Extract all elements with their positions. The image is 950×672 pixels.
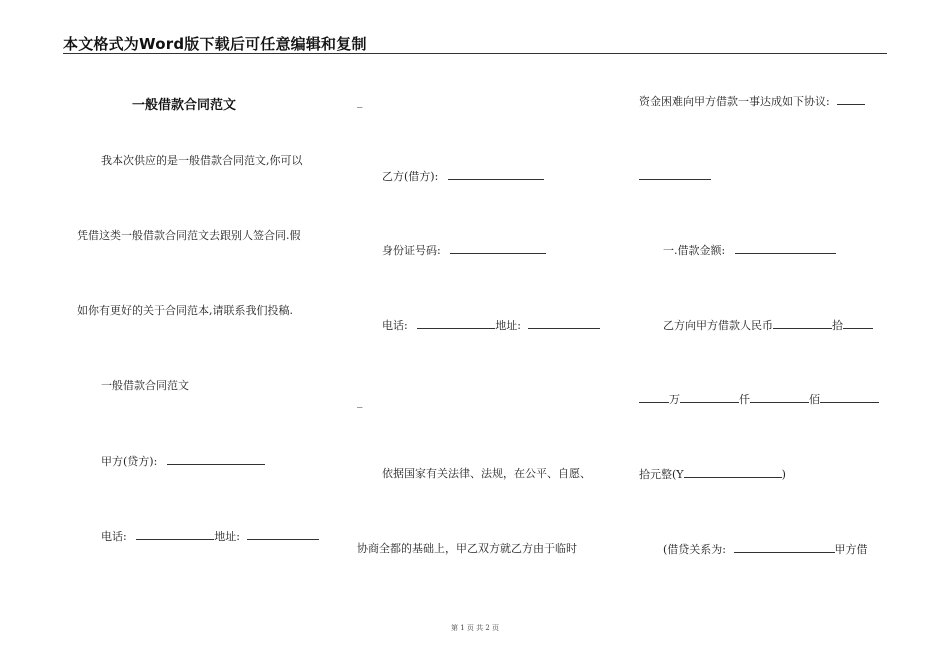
rmb-text: 乙方向甲方借款人民币 (663, 319, 773, 332)
id-number-blank[interactable] (450, 243, 546, 254)
party-b-label: 乙方(借方): (382, 170, 439, 183)
loan-amount-line (663, 243, 836, 258)
yuan-text: 拾元整(Y (639, 468, 684, 481)
rmb-line (663, 318, 873, 333)
loan-amount-blank[interactable] (735, 243, 836, 254)
shi-label: 拾 (832, 319, 843, 332)
yuan-close: ) (781, 468, 786, 481)
party-a-phone-line (101, 529, 319, 544)
agreement-blank-2[interactable] (639, 169, 711, 180)
bai-blank[interactable] (750, 392, 809, 403)
wan-label: 万 (669, 393, 680, 406)
relation-tail: 甲方借 (834, 543, 868, 556)
header-divider (63, 53, 887, 54)
contract-subtitle: 一般借款合同范文 (101, 379, 189, 392)
party-a-phone-label: 电话: (101, 530, 127, 543)
col2-dash-top: _ (357, 95, 363, 108)
qian-blank[interactable] (680, 392, 739, 403)
id-number-label: 身份证号码: (382, 244, 441, 257)
relation-open: (借贷关系为: (663, 543, 726, 556)
intro-line-2: 凭借这类一般借款合同范文去跟别人签合同.假 (77, 229, 301, 242)
agreement-continuation (639, 169, 711, 184)
rmb-blank-2[interactable] (843, 318, 873, 329)
party-b-line (382, 169, 544, 184)
relation-line (663, 542, 868, 557)
agreement-blank[interactable] (837, 94, 865, 105)
party-b-phone-label: 电话: (382, 319, 408, 332)
bai-label: 佰 (809, 393, 820, 406)
col2-dash-mid: _ (357, 395, 363, 408)
wan-blank[interactable] (639, 392, 669, 403)
page-footer: 第 1 页 共 2 页 (450, 624, 500, 632)
agreement-line (639, 94, 865, 109)
party-a-label: 甲方(贷方): (101, 455, 158, 468)
qian-label: 仟 (739, 393, 750, 406)
party-a-line (101, 454, 265, 469)
intro-line-3: 如你有更好的关于合同范本,请联系我们投稿. (77, 304, 293, 317)
party-a-phone-blank[interactable] (136, 529, 214, 540)
relation-blank[interactable] (734, 542, 835, 553)
party-a-blank[interactable] (167, 454, 265, 465)
amount-units-line (639, 392, 879, 407)
yuan-blank[interactable] (684, 467, 782, 478)
document-title: 一般借款合同范文 (132, 98, 237, 113)
yuan-line (639, 467, 786, 482)
tail-blank[interactable] (820, 392, 879, 403)
party-b-blank[interactable] (448, 169, 544, 180)
party-b-address-label: 地址: (495, 319, 521, 332)
document-header: 本文格式为Word版下载后可任意编辑和复制 (63, 35, 367, 53)
party-b-address-blank[interactable] (528, 318, 600, 329)
party-b-phone-line (382, 318, 600, 333)
legal-basis-line-1: 依据国家有关法律、法规，在公平、自愿、 (382, 467, 591, 480)
agreement-text: 资金困难向甲方借款一事达成如下协议: (639, 95, 830, 108)
party-b-phone-blank[interactable] (417, 318, 495, 329)
legal-basis-line-2: 协商全都的基础上，甲乙双方就乙方由于临时 (357, 542, 577, 555)
party-a-address-blank[interactable] (247, 529, 319, 540)
rmb-blank-1[interactable] (773, 318, 832, 329)
id-number-line (382, 243, 546, 258)
party-a-address-label: 地址: (214, 530, 240, 543)
intro-line-1: 我本次供应的是一般借款合同范文,你可以 (101, 154, 303, 167)
loan-amount-label: 一.借款金额: (663, 244, 726, 257)
